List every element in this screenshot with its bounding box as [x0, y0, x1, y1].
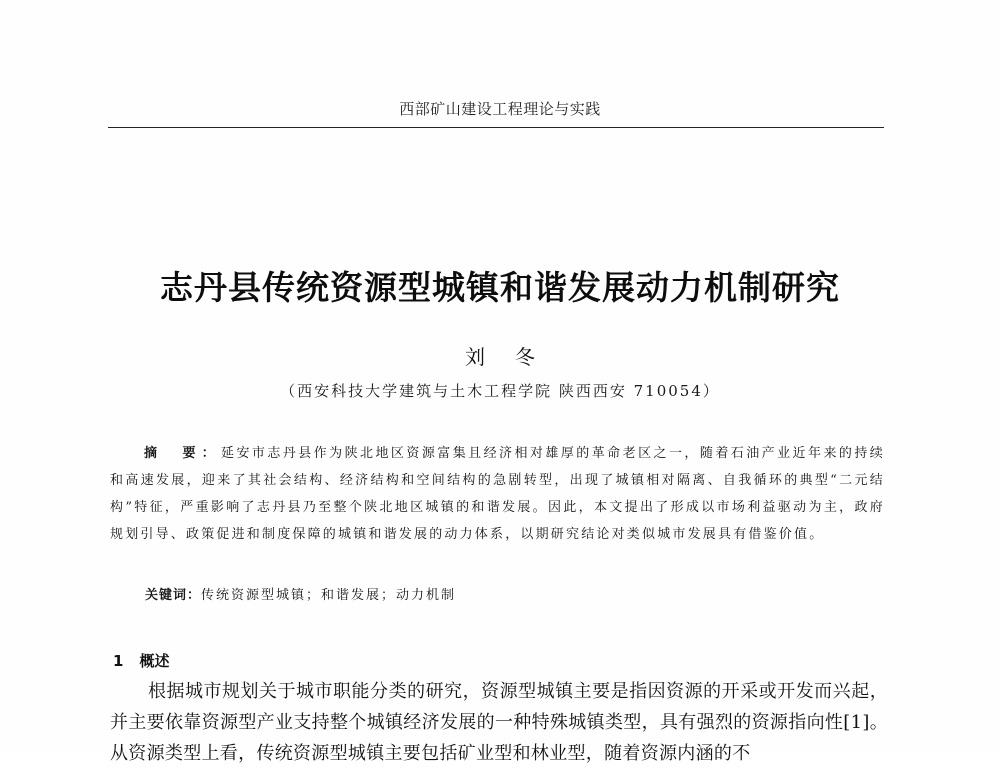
keywords-label: 关键词：	[145, 588, 202, 603]
keywords-text: 传统资源型城镇；和谐发展；动力机制	[201, 588, 457, 603]
abstract-label: 摘 要：	[144, 446, 221, 461]
author-name: 刘冬	[465, 345, 565, 369]
running-header: 西部矿山建设工程理论与实践	[399, 100, 601, 118]
author-affiliation: （西安科技大学建筑与土木工程学院 陕西西安 710054）	[280, 382, 720, 400]
abstract	[110, 440, 885, 548]
paper-title: 志丹县传统资源型城镇和谐发展动力机制研究	[160, 268, 840, 307]
body-paragraph: 根据城市规划关于城市职能分类的研究，资源型城镇主要是指因资源的开采或开发而兴起，并主要依靠资源型产业支持整个城镇经济发展的一种特殊城镇类型，具有强烈的资源指向性[1]。从资源类型上看，传统资源型城镇主要包括矿业型和林业型，随着资源内涵的不	[110, 681, 888, 764]
section-number: 1	[113, 652, 124, 670]
section-heading	[113, 650, 169, 671]
section-title: 概述	[139, 652, 170, 670]
abstract-text: 延安市志丹县作为陕北地区资源富集且经济相对雄厚的革命老区之一，随着石油产业近年来的持续和高速发展，迎来了其社会结构、经济结构和空间结构的急剧转型，出现了城镇相对隔离、自我循环的典型“二元结构”特征，严重影响了志丹县乃至整个陕北地区城镇的和谐发展。因此，本文提出了形成以市场利益驱动为主，政府规划引导、政策促进和制度保障的城镇和谐发展的动力体系，以期研究结论对类似城市发展具有借鉴价值。	[110, 446, 885, 542]
header-divider	[108, 127, 884, 128]
keywords	[145, 584, 885, 603]
